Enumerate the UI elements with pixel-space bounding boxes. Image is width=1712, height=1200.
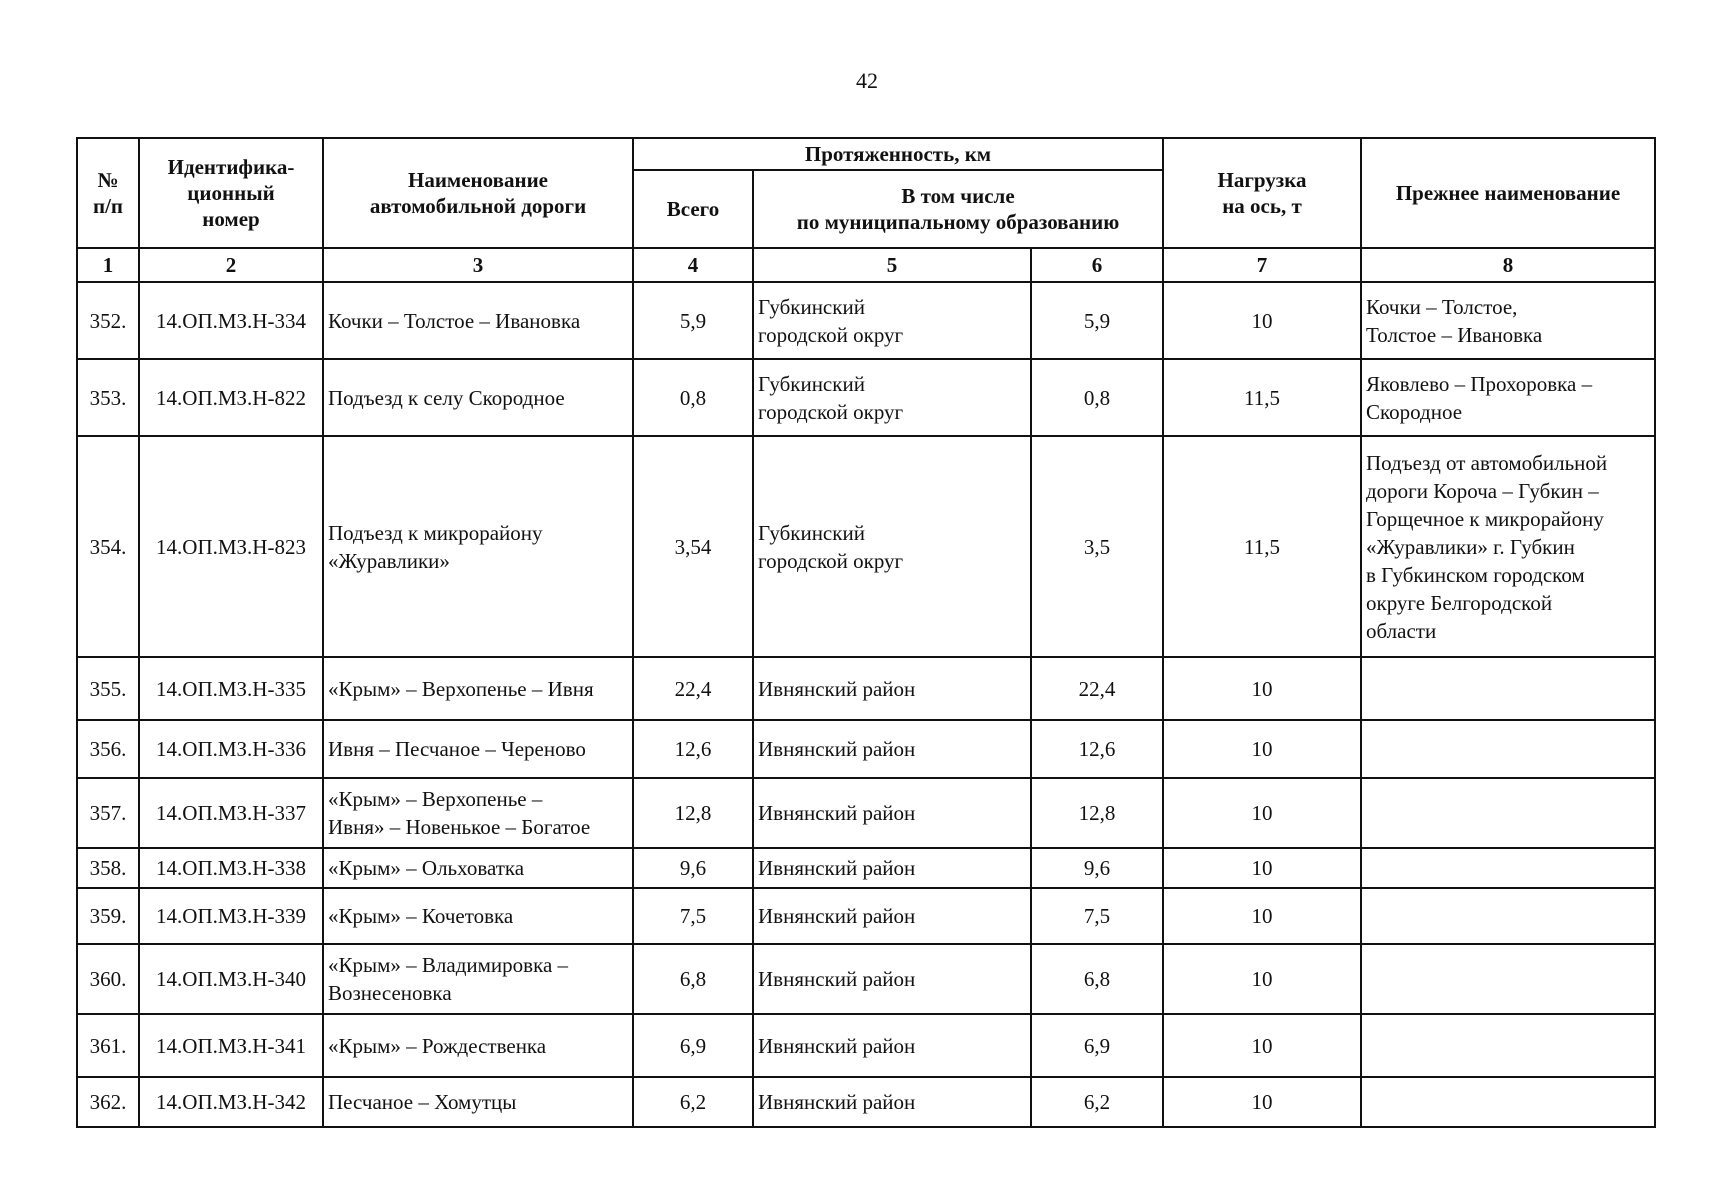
municipality-length: 7,5 (1031, 888, 1163, 944)
road-name: «Крым» – Кочетовка (323, 888, 633, 944)
road-id: 14.ОП.МЗ.Н-822 (139, 359, 323, 436)
municipality: Ивнянский район (753, 657, 1031, 720)
length-total: 0,8 (633, 359, 753, 436)
table-row (77, 720, 1655, 778)
header-num: № п/п (77, 138, 139, 248)
length-total: 6,8 (633, 944, 753, 1014)
length-total: 3,54 (633, 436, 753, 657)
road-id: 14.ОП.МЗ.Н-341 (139, 1014, 323, 1077)
length-total: 6,9 (633, 1014, 753, 1077)
axle-load: 10 (1163, 888, 1361, 944)
road-id: 14.ОП.МЗ.Н-336 (139, 720, 323, 778)
table-row (77, 848, 1655, 888)
header-included: В том числе по муниципальному образованию (753, 170, 1163, 248)
row-number: 352. (77, 282, 139, 359)
former-name (1361, 888, 1655, 944)
former-name: Кочки – Толстое, Толстое – Ивановка (1361, 282, 1655, 359)
length-total: 5,9 (633, 282, 753, 359)
axle-load: 10 (1163, 720, 1361, 778)
column-number: 6 (1031, 248, 1163, 282)
row-number: 358. (77, 848, 139, 888)
former-name (1361, 1077, 1655, 1127)
axle-load: 10 (1163, 778, 1361, 848)
table-row (77, 778, 1655, 848)
column-number: 8 (1361, 248, 1655, 282)
axle-load: 10 (1163, 1077, 1361, 1127)
road-name: «Крым» – Владимировка – Вознесеновка (323, 944, 633, 1014)
axle-load: 10 (1163, 1014, 1361, 1077)
municipality-length: 6,2 (1031, 1077, 1163, 1127)
road-name: Подъезд к микрорайону «Журавлики» (323, 436, 633, 657)
header-name: Наименование автомобильной дороги (323, 138, 633, 248)
length-total: 7,5 (633, 888, 753, 944)
row-number: 362. (77, 1077, 139, 1127)
municipality-length: 0,8 (1031, 359, 1163, 436)
row-number: 354. (77, 436, 139, 657)
municipality: Ивнянский район (753, 888, 1031, 944)
municipality-length: 12,6 (1031, 720, 1163, 778)
column-number: 3 (323, 248, 633, 282)
road-name: «Крым» – Верхопенье – Ивня» – Новенькое – Богатое (323, 778, 633, 848)
header-load: Нагрузка на ось, т (1163, 138, 1361, 248)
municipality: Губкинский городской округ (753, 282, 1031, 359)
municipality: Губкинский городской округ (753, 359, 1031, 436)
length-total: 12,8 (633, 778, 753, 848)
road-id: 14.ОП.МЗ.Н-340 (139, 944, 323, 1014)
axle-load: 10 (1163, 282, 1361, 359)
former-name (1361, 778, 1655, 848)
municipality-length: 3,5 (1031, 436, 1163, 657)
axle-load: 10 (1163, 944, 1361, 1014)
length-total: 9,6 (633, 848, 753, 888)
municipality-length: 9,6 (1031, 848, 1163, 888)
road-id: 14.ОП.МЗ.Н-823 (139, 436, 323, 657)
municipality: Ивнянский район (753, 720, 1031, 778)
table-row (77, 944, 1655, 1014)
header-id: Идентифика- ционный номер (139, 138, 323, 248)
table-row (77, 359, 1655, 436)
former-name (1361, 848, 1655, 888)
table-row (77, 1077, 1655, 1127)
column-number: 2 (139, 248, 323, 282)
road-name: «Крым» – Рождественка (323, 1014, 633, 1077)
municipality: Ивнянский район (753, 778, 1031, 848)
road-name: «Крым» – Верхопенье – Ивня (323, 657, 633, 720)
roads-table (76, 137, 1656, 1128)
municipality-length: 22,4 (1031, 657, 1163, 720)
column-number: 4 (633, 248, 753, 282)
header-total: Всего (633, 170, 753, 248)
column-number-row (77, 248, 1655, 282)
road-name: Кочки – Толстое – Ивановка (323, 282, 633, 359)
axle-load: 11,5 (1163, 359, 1361, 436)
former-name: Яковлево – Прохоровка – Скородное (1361, 359, 1655, 436)
road-id: 14.ОП.МЗ.Н-337 (139, 778, 323, 848)
table-row (77, 282, 1655, 359)
municipality: Ивнянский район (753, 1077, 1031, 1127)
axle-load: 11,5 (1163, 436, 1361, 657)
municipality-length: 5,9 (1031, 282, 1163, 359)
municipality: Ивнянский район (753, 944, 1031, 1014)
municipality-length: 12,8 (1031, 778, 1163, 848)
road-name: Подъезд к селу Скородное (323, 359, 633, 436)
road-id: 14.ОП.МЗ.Н-339 (139, 888, 323, 944)
road-id: 14.ОП.МЗ.Н-334 (139, 282, 323, 359)
municipality: Ивнянский район (753, 848, 1031, 888)
former-name: Подъезд от автомобильной дороги Короча – Губкин – Горщечное к микрорайону «Журавлики» г. Губкин в Губкинском городском округе Белгородской области (1361, 436, 1655, 657)
length-total: 22,4 (633, 657, 753, 720)
row-number: 353. (77, 359, 139, 436)
road-id: 14.ОП.МЗ.Н-335 (139, 657, 323, 720)
column-number: 1 (77, 248, 139, 282)
road-id: 14.ОП.МЗ.Н-342 (139, 1077, 323, 1127)
page-number: 42 (856, 68, 878, 93)
municipality-length: 6,8 (1031, 944, 1163, 1014)
row-number: 360. (77, 944, 139, 1014)
table-row (77, 436, 1655, 657)
municipality: Губкинский городской округ (753, 436, 1031, 657)
row-number: 357. (77, 778, 139, 848)
road-name: Ивня – Песчаное – Череново (323, 720, 633, 778)
header-length: Протяженность, км (633, 138, 1163, 170)
axle-load: 10 (1163, 848, 1361, 888)
road-id: 14.ОП.МЗ.Н-338 (139, 848, 323, 888)
length-total: 12,6 (633, 720, 753, 778)
former-name (1361, 720, 1655, 778)
former-name (1361, 1014, 1655, 1077)
row-number: 356. (77, 720, 139, 778)
length-total: 6,2 (633, 1077, 753, 1127)
former-name (1361, 657, 1655, 720)
header-former: Прежнее наименование (1361, 138, 1655, 248)
table-row (77, 1014, 1655, 1077)
road-name: «Крым» – Ольховатка (323, 848, 633, 888)
road-name: Песчаное – Хомутцы (323, 1077, 633, 1127)
former-name (1361, 944, 1655, 1014)
table-row (77, 888, 1655, 944)
column-number: 5 (753, 248, 1031, 282)
municipality: Ивнянский район (753, 1014, 1031, 1077)
table-row (77, 657, 1655, 720)
row-number: 359. (77, 888, 139, 944)
row-number: 355. (77, 657, 139, 720)
column-number: 7 (1163, 248, 1361, 282)
axle-load: 10 (1163, 657, 1361, 720)
municipality-length: 6,9 (1031, 1014, 1163, 1077)
row-number: 361. (77, 1014, 139, 1077)
